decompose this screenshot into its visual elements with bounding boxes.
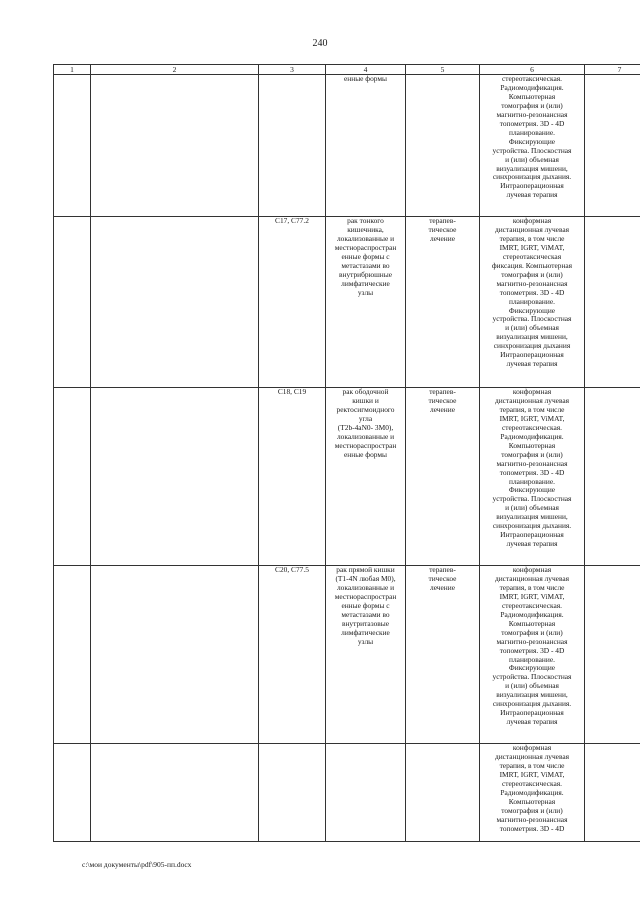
cell-treatment-type: терапев- тическое лечение [406,566,480,744]
cell-col2 [91,566,259,744]
cell-icd-codes: C20, C77.5 [259,566,326,744]
cell-col1 [54,388,91,566]
cell-treatment-type [406,75,480,217]
cell-treatment-type: терапев- тическое лечение [406,388,480,566]
cell-col2 [91,217,259,388]
cell-diagnosis: рак ободочной кишки и ректосигмоидного угла (T2b-4aN0- 3M0), локализованные и местнораспростран енные формы [326,388,406,566]
medical-care-table [53,64,640,842]
cell-treatment-method: конформная дистанционная лучевая терапия, в том числе IMRT, IGRT, ViMAT, стереотаксическая. Радиомодификация. Компьютерная томография и (или) магнитно-резонансная топометрия. 3D - 4D планирование. Фиксирующие устройства. Плоскостная и (или) объемная визуализация мишени, синхронизация дыхания. Интраоперационная лучевая терапия [480,388,585,566]
table-row [54,566,640,744]
cell-diagnosis: енные формы [326,75,406,217]
cell-diagnosis: рак прямой кишки (T1-4N любая M0), локализованные и местнораспростран енные формы с метастазами во внутритазовые лимфатические узлы [326,566,406,744]
cell-icd-codes: C17, C77.2 [259,217,326,388]
column-header-3: 3 [259,65,326,75]
cell-col2 [91,75,259,217]
column-header-1: 1 [54,65,91,75]
cell-col7 [585,566,640,744]
cell-col7 [585,75,640,217]
cell-treatment-type: терапев- тическое лечение [406,217,480,388]
column-header-7: 7 [585,65,640,75]
table-row [54,75,640,217]
cell-diagnosis [326,744,406,842]
cell-icd-codes: C18, C19 [259,388,326,566]
cell-col1 [54,744,91,842]
page-number: 240 [312,38,328,49]
cell-icd-codes [259,75,326,217]
cell-icd-codes [259,744,326,842]
cell-col1 [54,217,91,388]
cell-col7 [585,388,640,566]
cell-treatment-method: стереотаксическая. Радиомодификация. Компьютерная томография и (или) магнитно-резонансная топометрия. 3D - 4D планирование. Фиксирующие устройства. Плоскостная и (или) объемная визуализация мишени, синхронизация дыхания. Интраоперационная лучевая терапия [480,75,585,217]
cell-col1 [54,75,91,217]
table-row [54,744,640,842]
cell-col7 [585,217,640,388]
cell-treatment-method: конформная дистанционная лучевая терапия, в том числе IMRT, IGRT, ViMAT, стереотаксическая. Радиомодификация. Компьютерная томография и (или) магнитно-резонансная топометрия. 3D - 4D [480,744,585,842]
table-row [54,388,640,566]
document-file-path: c:\мои документы\pdf\905-пп.docx [82,860,192,869]
cell-diagnosis: рак тонкого кишечника, локализованные и местнораспростран енные формы с метастазами во внутрибрюшные лимфатические узлы [326,217,406,388]
column-header-2: 2 [91,65,259,75]
cell-col2 [91,388,259,566]
cell-treatment-method: конформная дистанционная лучевая терапия, в том числе IMRT, IGRT, ViMAT, стереотаксическая фиксация. Компьютерная томография и (или) магнитно-резонансная топометрия. 3D - 4D планирование. Фиксирующие устройства. Плоскостная и (или) объемная визуализация мишени, синхронизация дыхания Интраоперационная лучевая терапия [480,217,585,388]
cell-col7 [585,744,640,842]
cell-col1 [54,566,91,744]
cell-treatment-method: конформная дистанционная лучевая терапия, в том числе IMRT, IGRT, ViMAT, стереотаксическая. Радиомодификация. Компьютерная томография и (или) магнитно-резонансная топометрия. 3D - 4D планирование. Фиксирующие устройства. Плоскостная и (или) объемная визуализация мишени, синхронизация дыхания. Интраоперационная лучевая терапия [480,566,585,744]
column-header-4: 4 [326,65,406,75]
column-header-6: 6 [480,65,585,75]
table-row [54,217,640,388]
cell-col2 [91,744,259,842]
cell-treatment-type [406,744,480,842]
column-number-row [54,65,640,75]
column-header-5: 5 [406,65,480,75]
